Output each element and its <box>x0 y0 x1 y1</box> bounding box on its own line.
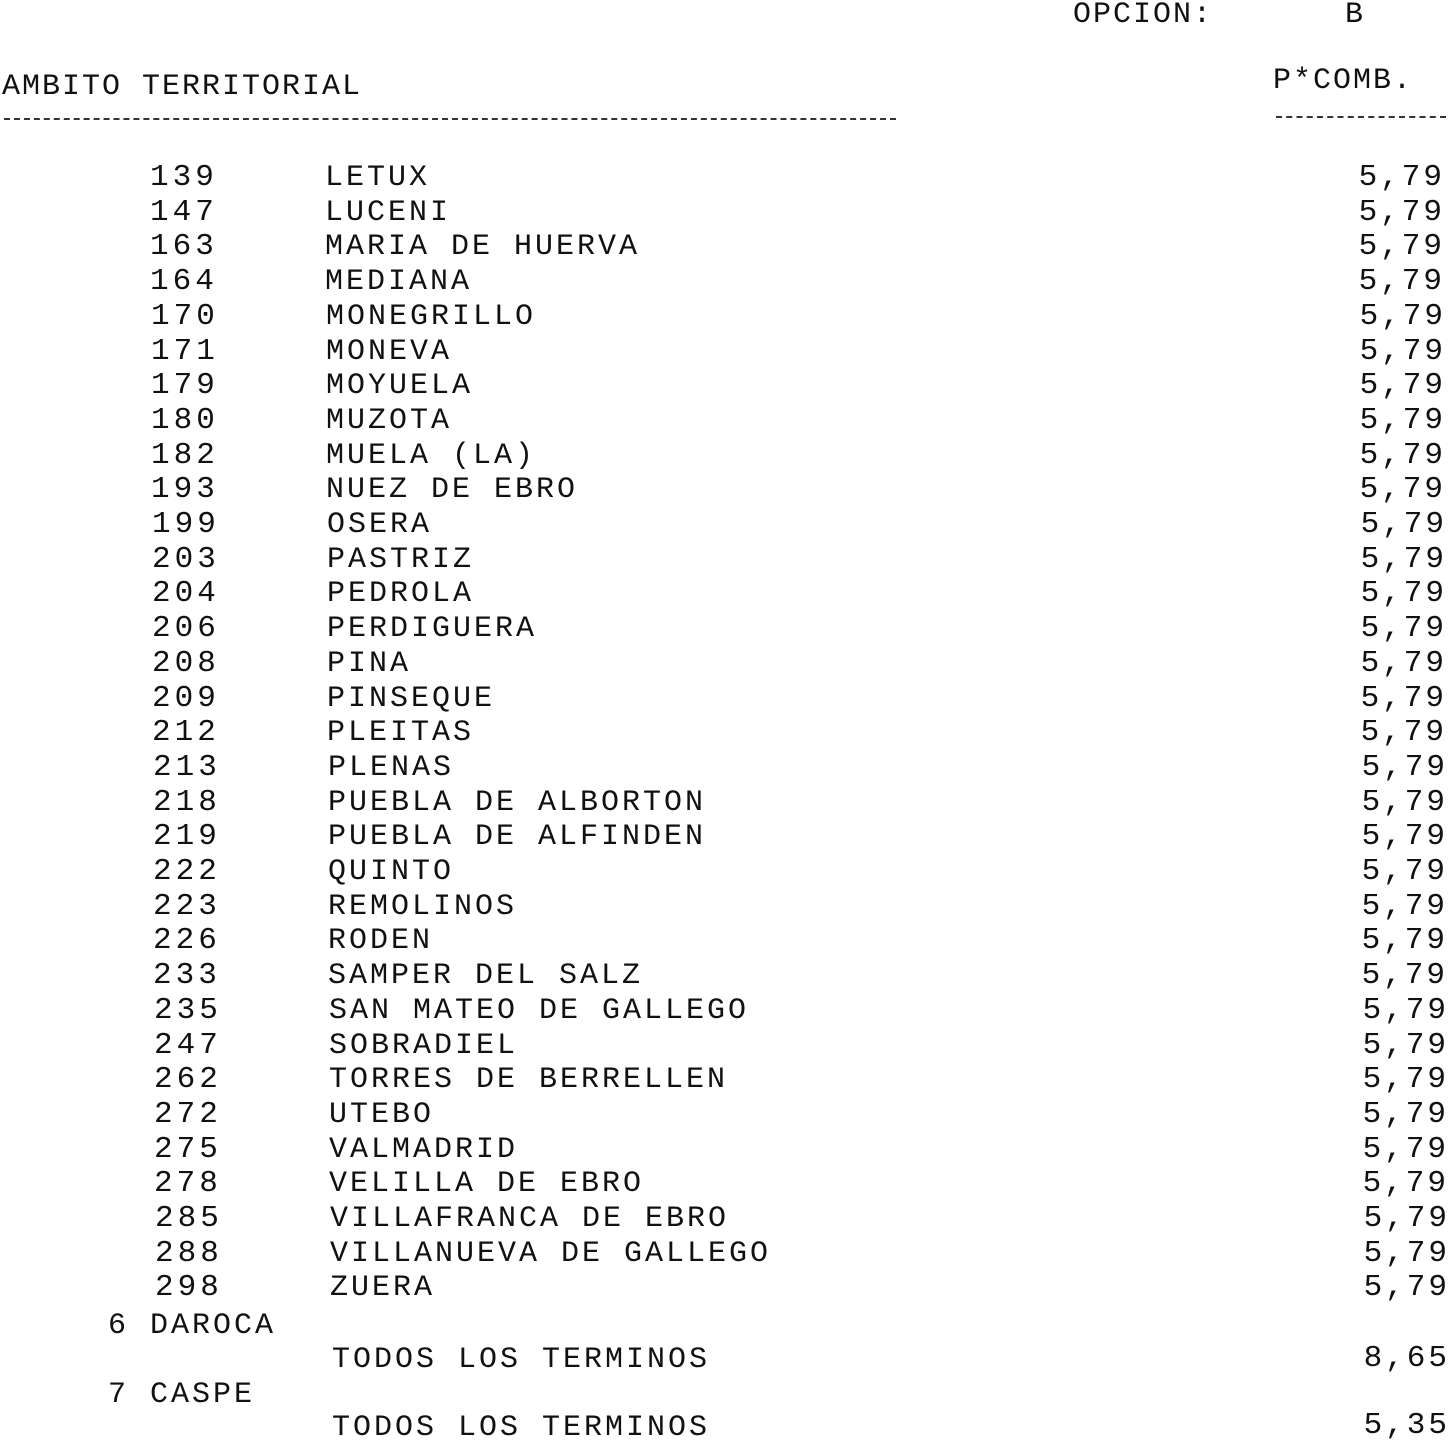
row-name: MEDIANA <box>325 265 473 299</box>
row-value: 5,79 <box>1358 195 1445 230</box>
row-code: 199 <box>152 507 220 542</box>
row-value: 5,79 <box>1363 1270 1450 1305</box>
row-name: MARIA DE HUERVA <box>325 230 641 264</box>
row-code: 147 <box>150 195 218 230</box>
row-name: MONEGRILLO <box>326 300 537 334</box>
row-name: SOBRADIEL <box>329 1029 519 1063</box>
row-value: 5,79 <box>1358 264 1445 299</box>
row-value: 5,79 <box>1360 576 1447 611</box>
group-term: TODOS LOS TERMINOS <box>332 1411 711 1445</box>
row-code: 139 <box>150 160 218 195</box>
row-name: SAN MATEO DE GALLEGO <box>329 994 750 1028</box>
row-value: 5,79 <box>1359 368 1446 403</box>
group-term: TODOS LOS TERMINOS <box>332 1343 711 1377</box>
row-name: PINA <box>327 647 412 681</box>
row-name: LETUX <box>325 161 431 195</box>
row-code: 226 <box>153 923 221 958</box>
row-name: PINSEQUE <box>327 682 496 716</box>
row-name: SAMPER DEL SALZ <box>328 959 644 993</box>
row-name: PEDROLA <box>327 577 475 611</box>
row-code: 209 <box>152 681 220 716</box>
row-value: 5,79 <box>1361 854 1448 889</box>
row-value: 5,79 <box>1359 472 1446 507</box>
row-value: 5,79 <box>1359 438 1446 473</box>
row-value: 5,79 <box>1362 993 1449 1028</box>
row-code: 164 <box>150 264 218 299</box>
opcion-value: B <box>1345 0 1366 32</box>
row-value: 5,79 <box>1359 403 1446 438</box>
row-code: 275 <box>154 1132 222 1167</box>
row-value: 5,79 <box>1361 958 1448 993</box>
row-code: 163 <box>150 229 218 264</box>
row-value: 5,79 <box>1363 1236 1450 1271</box>
row-name: PERDIGUERA <box>327 612 538 646</box>
row-code: 193 <box>151 472 219 507</box>
row-value: 5,79 <box>1360 507 1447 542</box>
row-code: 278 <box>154 1166 222 1201</box>
row-code: 206 <box>152 611 220 646</box>
row-name: VALMADRID <box>329 1133 519 1167</box>
row-value: 5,79 <box>1360 681 1447 716</box>
row-name: QUINTO <box>328 855 455 889</box>
column-header-precio: P*COMB. <box>1273 64 1414 98</box>
row-name: OSERA <box>327 508 433 542</box>
row-value: 5,79 <box>1360 715 1447 750</box>
row-value: 5,79 <box>1360 542 1447 577</box>
group-label: 7 CASPE <box>108 1378 256 1412</box>
row-name: PLENAS <box>328 751 455 785</box>
row-code: 298 <box>155 1270 223 1305</box>
opcion-label: OPCION: <box>1073 0 1214 32</box>
row-value: 5,79 <box>1362 1166 1449 1201</box>
row-value: 5,79 <box>1363 1201 1450 1236</box>
row-value: 5,79 <box>1361 785 1448 820</box>
row-name: VILLANUEVA DE GALLEGO <box>330 1237 772 1271</box>
row-code: 203 <box>152 542 220 577</box>
row-value: 5,79 <box>1358 160 1445 195</box>
row-code: 170 <box>151 299 219 334</box>
row-name: ZUERA <box>330 1271 436 1305</box>
row-code: 272 <box>154 1097 222 1132</box>
row-name: MUZOTA <box>326 404 453 438</box>
row-code: 219 <box>153 819 221 854</box>
row-name: PUEBLA DE ALFINDEN <box>328 820 707 854</box>
row-value: 5,79 <box>1362 1097 1449 1132</box>
row-code: 212 <box>152 715 220 750</box>
column-header-ambito: AMBITO TERRITORIAL <box>2 70 363 104</box>
row-name: MONEVA <box>326 335 453 369</box>
row-code: 218 <box>153 785 221 820</box>
row-code: 233 <box>153 958 221 993</box>
row-name: LUCENI <box>325 196 452 230</box>
row-name: VILLAFRANCA DE EBRO <box>330 1202 730 1236</box>
header-divider-left <box>4 118 896 120</box>
row-value: 5,79 <box>1360 611 1447 646</box>
row-value: 5,79 <box>1358 229 1445 264</box>
row-name: PLEITAS <box>327 716 475 750</box>
group-label: 6 DAROCA <box>108 1309 277 1343</box>
row-code: 247 <box>154 1028 222 1063</box>
row-code: 288 <box>155 1236 223 1271</box>
row-name: UTEBO <box>329 1098 435 1132</box>
row-code: 208 <box>152 646 220 681</box>
row-value: 5,79 <box>1362 1132 1449 1167</box>
row-code: 222 <box>153 854 221 889</box>
row-value: 5,79 <box>1361 750 1448 785</box>
row-code: 223 <box>153 889 221 924</box>
group-value: 8,65 <box>1363 1341 1450 1376</box>
row-name: PASTRIZ <box>327 543 475 577</box>
row-name: REMOLINOS <box>328 890 518 924</box>
header-divider-right <box>1276 116 1446 118</box>
row-name: MOYUELA <box>326 369 474 403</box>
row-value: 5,79 <box>1359 334 1446 369</box>
row-value: 5,79 <box>1362 1028 1449 1063</box>
row-name: TORRES DE BERRELLEN <box>329 1063 729 1097</box>
row-value: 5,79 <box>1359 299 1446 334</box>
row-name: NUEZ DE EBRO <box>326 473 579 507</box>
row-value: 5,79 <box>1362 1062 1449 1097</box>
row-code: 204 <box>152 576 220 611</box>
row-code: 213 <box>153 750 221 785</box>
row-name: VELILLA DE EBRO <box>329 1167 645 1201</box>
row-value: 5,79 <box>1361 889 1448 924</box>
row-value: 5,79 <box>1361 923 1448 958</box>
row-name: MUELA (LA) <box>326 439 537 473</box>
row-code: 179 <box>151 368 219 403</box>
row-value: 5,79 <box>1361 819 1448 854</box>
row-code: 182 <box>151 438 219 473</box>
row-code: 180 <box>151 403 219 438</box>
row-code: 285 <box>155 1201 223 1236</box>
row-code: 235 <box>154 993 222 1028</box>
row-name: PUEBLA DE ALBORTON <box>328 786 707 820</box>
group-value: 5,35 <box>1363 1408 1450 1443</box>
row-name: RODEN <box>328 924 434 958</box>
row-value: 5,79 <box>1360 646 1447 681</box>
row-code: 171 <box>151 334 219 369</box>
row-code: 262 <box>154 1062 222 1097</box>
